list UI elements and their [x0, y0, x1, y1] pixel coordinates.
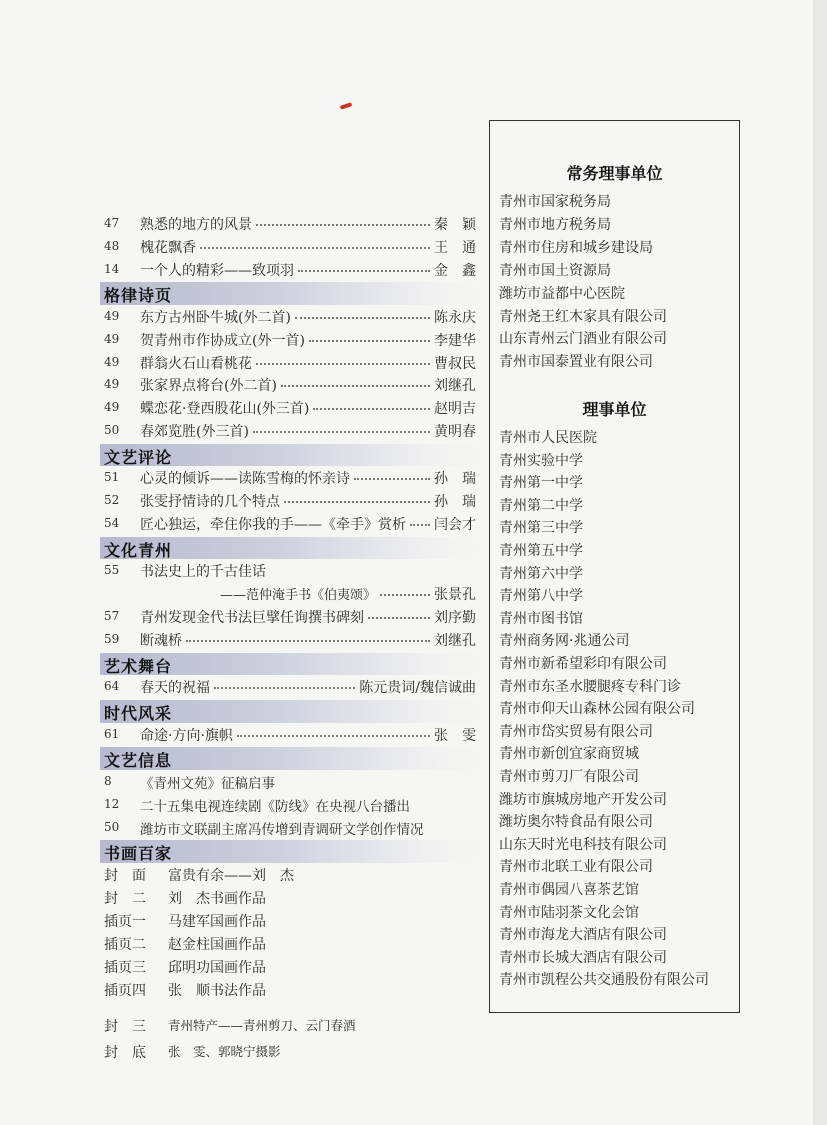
- entry-author: 李建华: [434, 332, 476, 349]
- entry-author: 张景孔: [434, 587, 476, 604]
- cover-item[interactable]: [100, 1041, 480, 1067]
- artwork-title: 邱明功国画作品: [168, 959, 266, 976]
- entry-author: 刘序勤: [434, 609, 476, 626]
- leader-dots: [214, 687, 355, 689]
- entry-author: 刘继孔: [434, 632, 476, 649]
- artwork-position: 插页三: [104, 959, 146, 976]
- entry-title: 书法史上的千古佳话: [140, 564, 266, 581]
- news-title: 潍坊市文联副主席冯传增到青调研文学创作情况: [140, 821, 424, 838]
- leader-dots: [313, 408, 430, 410]
- page-number: 14: [104, 261, 120, 276]
- toc-entry[interactable]: [100, 329, 480, 352]
- page-number: 55: [104, 563, 120, 578]
- entry-title: 春天的祝福: [140, 680, 210, 697]
- entry-title: 春郊览胜(外三首): [140, 423, 249, 440]
- council-member: 青州第二中学: [499, 497, 583, 514]
- entry-title: 匠心独运，牵住你我的手——《牵手》赏析: [140, 516, 406, 533]
- page-number: 49: [104, 377, 120, 392]
- toc-entry[interactable]: [100, 306, 480, 329]
- toc-entry[interactable]: [100, 724, 480, 747]
- section-title: 艺术舞台: [104, 656, 173, 676]
- toc-entry[interactable]: [100, 259, 480, 282]
- entry-author: 赵明吉: [434, 401, 476, 418]
- news-item[interactable]: [100, 817, 480, 840]
- page-number: 8: [104, 773, 112, 788]
- leader-dots: [253, 431, 430, 433]
- artwork-item[interactable]: [100, 979, 480, 1002]
- council-member: 青州第五中学: [499, 543, 583, 559]
- news-title: 二十五集电视连续剧《防线》在央视八台播出: [140, 798, 410, 815]
- leader-dots: [284, 501, 430, 503]
- sponsor-box: [489, 120, 740, 1013]
- leader-dots: [295, 317, 430, 319]
- entry-title: 心灵的倾诉——读陈雪梅的怀亲诗: [140, 471, 350, 488]
- toc-entry[interactable]: [100, 420, 480, 443]
- entry-author: 孙 瑞: [434, 471, 476, 488]
- section-header: [100, 747, 480, 770]
- section-title: 书画百家: [104, 844, 173, 864]
- table-of-contents: [100, 213, 480, 1067]
- entry-author: 陈永庆: [434, 309, 476, 326]
- leader-dots: [298, 270, 430, 272]
- section-header: [100, 282, 480, 305]
- entry-author: 张 雯: [434, 727, 476, 744]
- toc-entry[interactable]: [100, 397, 480, 420]
- page-number: 49: [104, 354, 120, 369]
- artwork-title: 刘 杰书画作品: [168, 890, 266, 907]
- page-number: 47: [104, 216, 120, 230]
- council-member: 青州第六中学: [499, 565, 583, 582]
- section-header: [100, 444, 480, 467]
- standing-member: 青州市国土资源局: [499, 262, 611, 279]
- page-number: 50: [104, 422, 120, 437]
- entry-title: 一个人的精彩——致项羽: [140, 262, 294, 279]
- entry-author: 王 通: [434, 239, 476, 256]
- section-title: 格律诗页: [104, 286, 173, 306]
- page-number: 57: [104, 608, 120, 623]
- news-item[interactable]: [100, 794, 480, 817]
- council-member: 青州市人民医院: [499, 430, 597, 446]
- toc-entry[interactable]: [100, 560, 480, 583]
- page-number: 49: [104, 400, 120, 415]
- leader-dots: [354, 478, 430, 480]
- council-title: 理事单位: [582, 400, 647, 419]
- news-item[interactable]: [100, 771, 480, 794]
- entry-author: 黄明春: [434, 423, 476, 440]
- toc-entry[interactable]: [100, 513, 480, 536]
- page-number: 64: [104, 679, 120, 694]
- council-member: 青州市新创宜家商贸城: [499, 746, 639, 763]
- leader-dots: [368, 617, 430, 619]
- cover-description: 张 雯、郭晓宁摄影: [168, 1043, 281, 1059]
- council-member: 青州市仰天山森林公园有限公司: [499, 701, 695, 718]
- council-member: 青州市东圣水腰腿疼专科门诊: [499, 678, 681, 695]
- artwork-title: 马建军国画作品: [168, 913, 266, 930]
- artwork-title: 富贵有余——刘 杰: [168, 867, 294, 884]
- entry-title: 槐花飘香: [140, 239, 196, 256]
- leader-dots: [256, 224, 430, 226]
- leader-dots: [237, 735, 430, 737]
- entry-author: 刘继孔: [434, 378, 476, 395]
- leader-dots: [200, 247, 430, 249]
- page-number: 49: [104, 331, 120, 346]
- page-number: 50: [104, 819, 120, 834]
- leader-dots: [410, 524, 430, 526]
- council-member: 青州市剪刀厂有限公司: [499, 769, 639, 785]
- cover-item[interactable]: [100, 1015, 480, 1041]
- entry-title: 贺青州市作协成立(外一首): [140, 332, 305, 349]
- leader-dots: [380, 594, 430, 596]
- section-header: [100, 700, 480, 723]
- council-member: 青州市北联工业有限公司: [499, 859, 653, 876]
- cover-description: 青州特产——青州剪刀、云门春酒: [168, 1017, 356, 1033]
- entry-title: 群翁火石山看桃花: [140, 355, 252, 372]
- council-member: 青州市岱实贸易有限公司: [499, 723, 653, 740]
- section-header: [100, 537, 480, 560]
- entry-title: 断魂桥: [140, 632, 182, 649]
- cover-position: 封 底: [104, 1044, 146, 1061]
- artwork-position: 插页四: [104, 982, 146, 999]
- council-member: 青州实验中学: [499, 452, 583, 469]
- standing-member: 青州市地方税务局: [499, 216, 611, 233]
- artwork-position: 封 二: [104, 890, 146, 907]
- section-title: 时代风采: [104, 703, 173, 723]
- artwork-item[interactable]: [100, 956, 480, 979]
- toc-entry[interactable]: [100, 606, 480, 629]
- page-edge: [813, 0, 827, 1125]
- entry-author: 孙 瑞: [434, 494, 476, 511]
- leader-dots: [309, 340, 430, 342]
- toc-entry[interactable]: [100, 374, 480, 397]
- standing-council-title: 常务理事单位: [566, 164, 663, 183]
- council-member: 潍坊市旗城房地产开发公司: [499, 791, 667, 808]
- council-member: 青州市图书馆: [499, 610, 583, 627]
- standing-member: 青州尧王红木家具有限公司: [499, 308, 667, 325]
- entry-title: 张雯抒情诗的几个特点: [140, 494, 280, 511]
- red-ink-mark: [340, 102, 353, 110]
- council-member: 青州市凯程公共交通股份有限公司: [499, 972, 709, 989]
- entry-author: 秦 颖: [434, 217, 476, 233]
- artwork-position: 插页一: [104, 913, 146, 930]
- section-title: 文艺信息: [104, 751, 173, 771]
- page-number: 12: [104, 796, 120, 811]
- standing-member: 青州市国泰置业有限公司: [499, 354, 653, 371]
- spacer: [100, 1002, 480, 1015]
- entry-author: 金 鑫: [434, 262, 476, 279]
- news-title: 《青州文苑》征稿启事: [140, 775, 275, 792]
- council-member: 青州市陆羽茶文化会馆: [499, 904, 639, 921]
- entry-title: ——范仲淹手书《伯夷颂》: [220, 588, 377, 604]
- page-number: 51: [104, 470, 120, 485]
- section-header: [100, 653, 480, 676]
- page-number: 61: [104, 726, 120, 741]
- entry-title: 命途·方向·旗帜: [140, 727, 233, 744]
- section-title: 文艺评论: [104, 447, 173, 467]
- artwork-item[interactable]: [100, 864, 480, 887]
- council-member: 青州第三中学: [499, 520, 583, 537]
- council-member: 山东天时光电科技有限公司: [499, 836, 667, 853]
- page-number: 59: [104, 631, 120, 646]
- entry-title: 熟悉的地方的风景: [140, 217, 252, 233]
- toc-entry[interactable]: [100, 676, 480, 699]
- page-number: 48: [104, 238, 120, 253]
- toc-entry[interactable]: [100, 583, 480, 606]
- artwork-item[interactable]: [100, 887, 480, 910]
- artwork-item[interactable]: [100, 933, 480, 956]
- section-title: 文化青州: [104, 540, 173, 560]
- standing-member: 山东青州云门酒业有限公司: [499, 331, 667, 348]
- section-header: [100, 840, 480, 863]
- entry-author: 陈元贵词/魏信诚曲: [359, 680, 476, 697]
- toc-entry[interactable]: [100, 490, 480, 513]
- entry-title: 东方古州卧牛城(外二首): [140, 309, 291, 326]
- toc-entry[interactable]: [100, 236, 480, 259]
- council-member: 青州第八中学: [499, 588, 583, 605]
- artwork-item[interactable]: [100, 910, 480, 933]
- leader-dots: [256, 363, 430, 365]
- entry-title: 青州发现金代书法巨擘任询撰书碑刻: [140, 609, 364, 626]
- council-member: 青州市偶园八喜茶艺馆: [499, 882, 639, 898]
- council-member: 青州商务网·兆通公司: [499, 633, 630, 650]
- entry-author: 曹叔民: [434, 355, 476, 372]
- artwork-title: 张 顺书法作品: [168, 982, 266, 999]
- leader-dots: [186, 640, 430, 642]
- toc-entry[interactable]: [100, 467, 480, 490]
- standing-member: 青州市国家税务局: [499, 194, 611, 210]
- page-number: 52: [104, 493, 120, 508]
- standing-member: 潍坊市益都中心医院: [499, 285, 625, 302]
- council-member: 青州市长城大酒店有限公司: [499, 949, 667, 966]
- council-member: 潍坊奥尔特食品有限公司: [499, 814, 653, 831]
- entry-title: 蝶恋花·登西股花山(外三首): [140, 401, 310, 418]
- toc-entry[interactable]: [100, 352, 480, 375]
- toc-entry[interactable]: [100, 629, 480, 652]
- council-member: 青州第一中学: [499, 475, 583, 492]
- page-number: 49: [104, 308, 120, 323]
- entry-title: 张家界点将台(外二首): [140, 378, 277, 395]
- page-number: 54: [104, 515, 120, 530]
- council-member: 青州市海龙大酒店有限公司: [499, 927, 667, 944]
- standing-member: 青州市住房和城乡建设局: [499, 239, 653, 256]
- artwork-title: 赵金柱国画作品: [168, 936, 266, 953]
- cover-position: 封 三: [104, 1018, 146, 1035]
- artwork-position: 封 面: [104, 867, 146, 884]
- entry-author: 闫会才: [434, 516, 476, 533]
- artwork-position: 插页二: [104, 936, 146, 953]
- leader-dots: [281, 385, 430, 387]
- council-member: 青州市新希望彩印有限公司: [499, 656, 667, 672]
- toc-entry[interactable]: [100, 213, 480, 236]
